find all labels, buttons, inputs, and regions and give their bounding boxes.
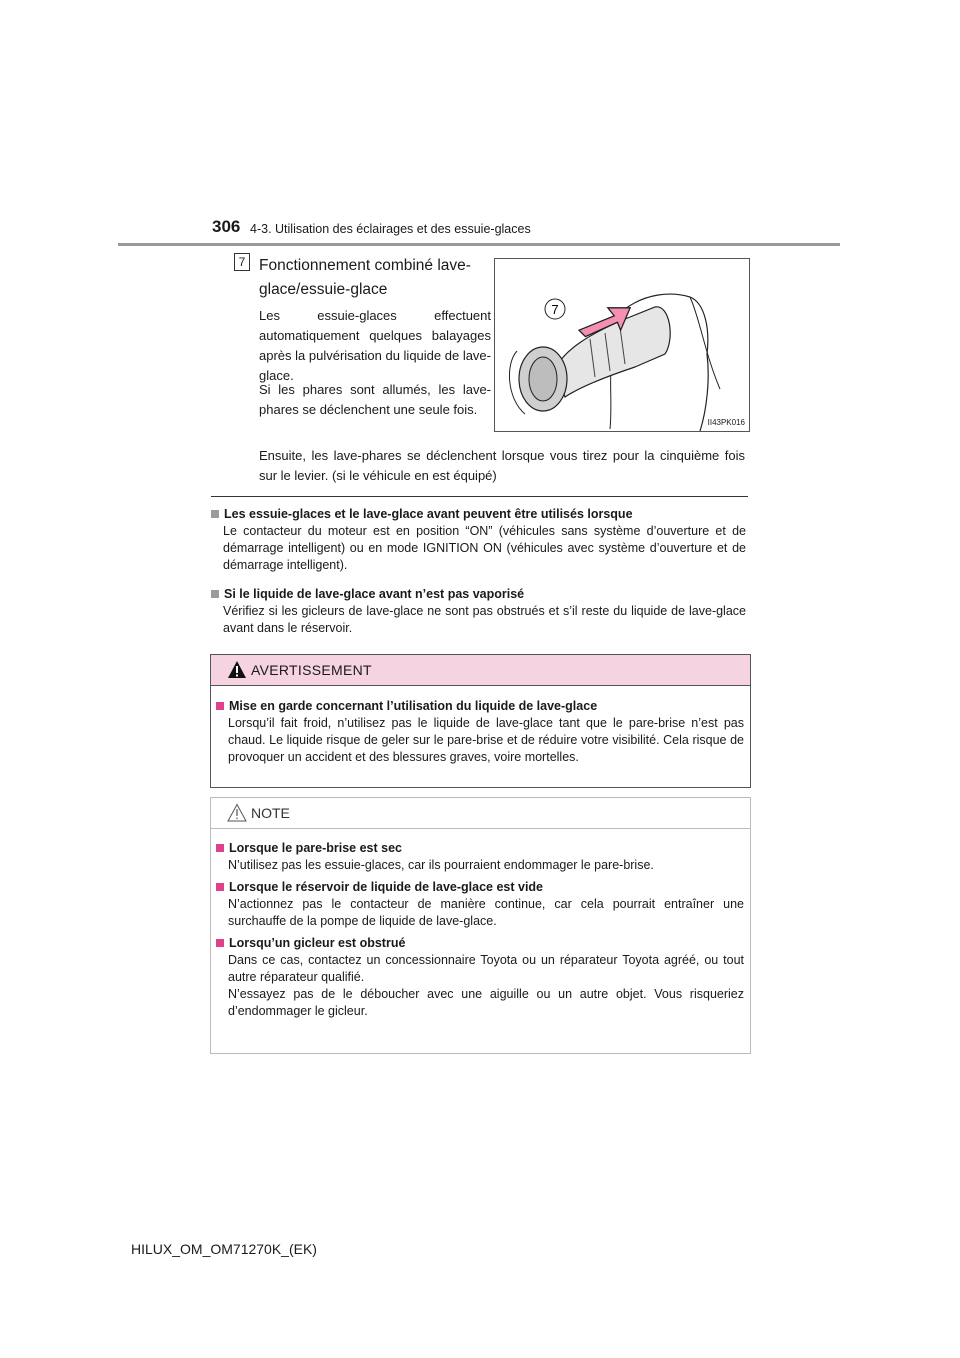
note-body: Dans ce cas, contactez un concessionnaire Toyota ou un réparateur Toyota agréé, ou tout autre réparateur qualifié. [228,953,744,984]
bullet-square-icon [216,939,224,947]
bullet-square-icon [216,844,224,852]
note-title: NOTE [251,805,290,821]
step-description: Les essuie-glaces effectuent automatiquement quelques balayages après la pulvérisation du liquide de lave-glace. [259,308,491,383]
note-body-extra: N’essayez pas de le déboucher avec une aiguille ou un autre objet. Vous risqueriez d’endommager le gicleur. [228,987,744,1018]
caution-triangle-icon [227,803,247,822]
wiper-lever-figure [494,258,750,432]
figure-code: II43PK016 [707,418,745,427]
bullet-square-icon [211,590,219,598]
note-box [210,797,751,1054]
info-item [211,586,746,637]
note-heading: Lorsque le pare-brise est sec [216,840,744,857]
step-number-badge: 7 [234,253,250,271]
info-body: Vérifiez si les gicleurs de lave-glace ne sont pas obstrués et s’il reste du liquide de lave-glace avant dans le réservoir. [223,604,746,635]
step-title: Fonctionnement combiné lave-glace/essuie-glace [259,257,471,298]
bullet-square-icon [211,510,219,518]
step-followup-note: Ensuite, les lave-phares se déclenchent lorsque vous tirez pour la cinquième fois sur le levier. (si le véhicule en est équipé) [259,448,745,483]
section-title: 4-3. Utilisation des éclairages et des essuie-glaces [250,222,531,236]
note-body: N’actionnez pas le contacteur de manière continue, car cela pourrait entraîner une surchauffe de la pompe de liquide de lave-glace. [228,897,744,928]
info-heading: Si le liquide de lave-glace avant n’est pas vaporisé [211,586,746,603]
warning-content [216,698,744,766]
info-heading: Les essuie-glaces et le lave-glace avant peuvent être utilisés lorsque [211,506,746,523]
note-body: N’utilisez pas les essuie-glaces, car ils pourraient endommager le pare-brise. [228,858,654,872]
info-item [211,506,746,574]
warning-body: Lorsqu’il fait froid, n’utilisez pas le liquide de lave-glace tant que le pare-brise n’est pas chaud. Le liquide risque de geler sur le pare-brise et de réduire votre visibilité. Cela risque de provoquer un accident et des blessures graves, voire mortelles. [228,716,744,764]
figure-callout: 7 [551,302,559,317]
page-number: 306 [212,217,241,236]
bullet-square-icon [216,883,224,891]
note-heading: Lorsque le réservoir de liquide de lave-glace est vide [216,879,744,896]
note-item [216,935,744,1020]
note-header [211,798,750,829]
info-body: Le contacteur du moteur est en position “ON” (véhicules sans système d’ouverture et de démarrage intelligent) ou en mode IGNITION ON (véhicules avec système d’ouverture et de démarrage intelligent). [223,524,746,572]
step-headlight-note: Si les phares sont allumés, les lave-phares se déclenchent une seule fois. [259,382,491,417]
note-content [216,840,744,1025]
warning-triangle-icon [227,660,247,679]
warning-box [210,654,751,788]
warning-title: AVERTISSEMENT [251,662,372,678]
warning-heading: Mise en garde concernant l’utilisation du liquide de lave-glace [216,698,744,715]
note-item [216,840,744,874]
note-item [216,879,744,930]
note-heading: Lorsqu’un gicleur est obstrué [216,935,744,952]
section-divider [211,496,748,497]
wiper-lever-pull-illustration [495,259,749,431]
bullet-square-icon [216,702,224,710]
document-code: HILUX_OM_OM71270K_(EK) [131,1241,317,1257]
warning-header [211,655,750,686]
header-divider [118,243,840,246]
